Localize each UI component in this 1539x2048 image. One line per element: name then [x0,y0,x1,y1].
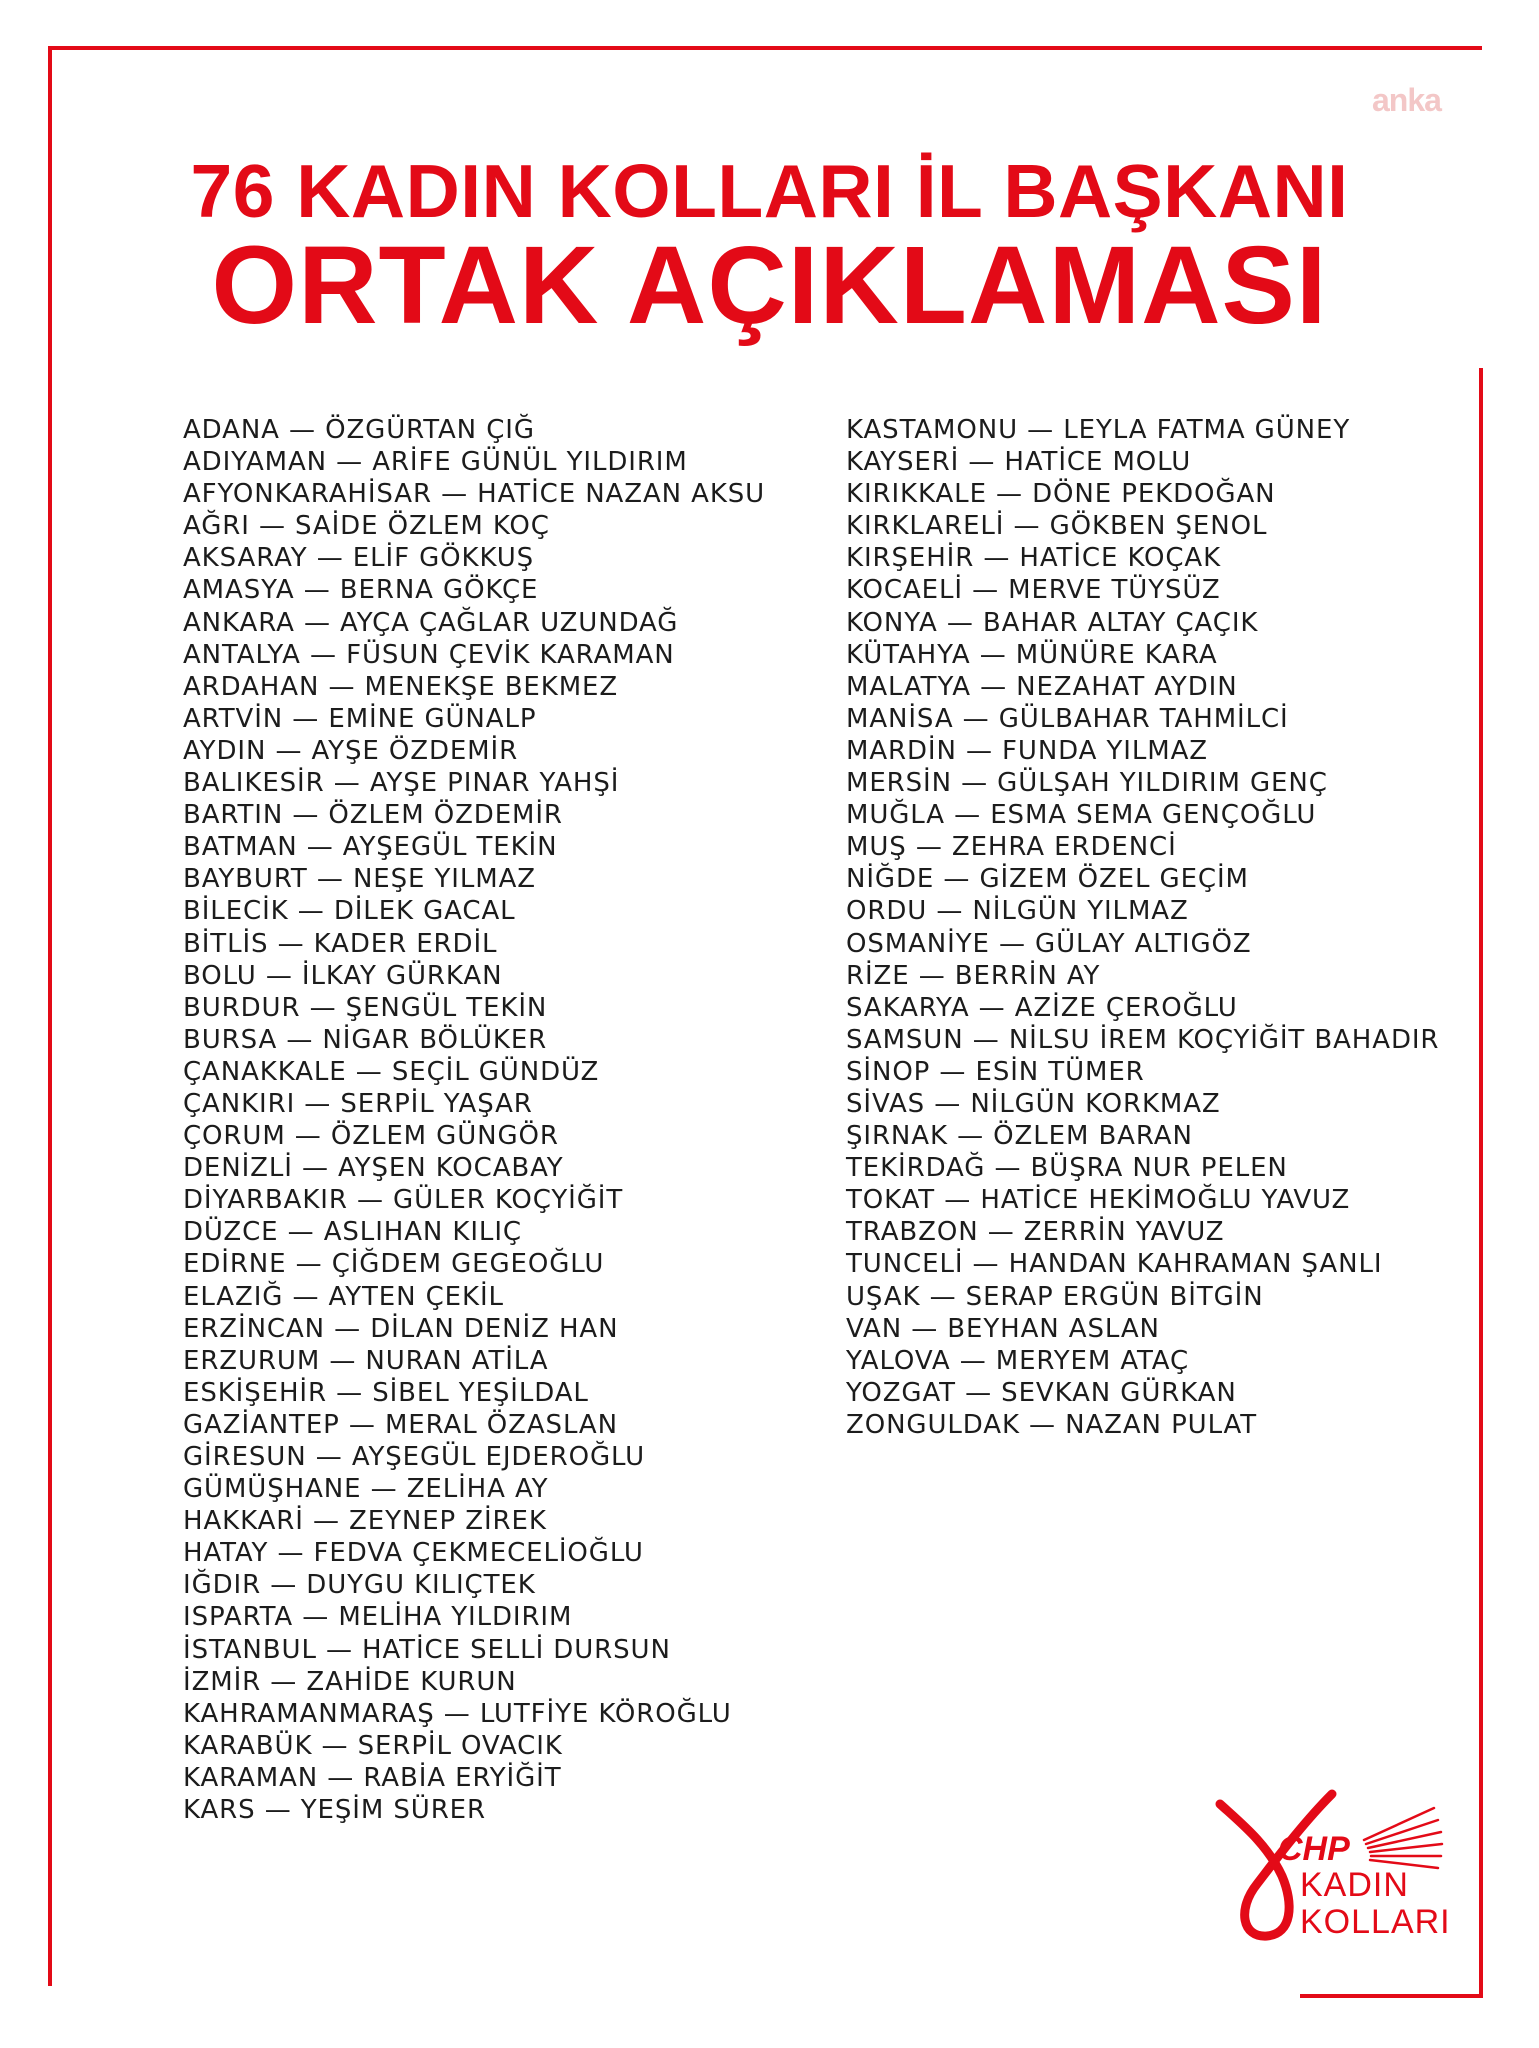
list-item: YOZGAT — SEVKAN GÜRKAN [846,1377,1237,1408]
sun-rays-icon [1364,1808,1442,1868]
right-column-list [846,414,1439,1441]
logo-line-1: KADIN [1300,1866,1409,1904]
list-item: DÜZCE — ASLIHAN KILIÇ [183,1217,522,1248]
title-line-1: 76 KADIN KOLLARI İL BAŞKANI [190,149,1349,233]
logo-brand-text: CHP [1278,1830,1350,1868]
list-item: BİLECİK — DİLEK GACAL [183,896,516,927]
list-item: ISPARTA — MELİHA YILDIRIM [183,1602,573,1633]
list-item: MARDİN — FUNDA YILMAZ [846,735,1208,766]
list-item: HATAY — FEDVA ÇEKMECELİOĞLU [183,1538,644,1569]
list-item: ŞIRNAK — ÖZLEM BARAN [846,1121,1193,1152]
list-item: KONYA — BAHAR ALTAY ÇAÇIK [846,607,1259,638]
list-item: AKSARAY — ELİF GÖKKUŞ [183,543,535,574]
list-item: MUĞLA — ESMA SEMA GENÇOĞLU [846,800,1317,831]
list-item: GİRESUN — AYŞEGÜL EJDEROĞLU [183,1442,646,1472]
list-item: NİĞDE — GİZEM ÖZEL GEÇİM [846,864,1249,895]
list-item: BAYBURT — NEŞE YILMAZ [183,864,536,895]
list-item: TEKİRDAĞ — BÜŞRA NUR PELEN [846,1153,1288,1184]
list-item: GÜMÜŞHANE — ZELİHA AY [183,1474,549,1505]
list-item: AĞRI — SAİDE ÖZLEM KOÇ [183,511,550,542]
list-item: TUNCELİ — HANDAN KAHRAMAN ŞANLI [846,1249,1383,1280]
list-item: SİVAS — NİLGÜN KORKMAZ [846,1088,1221,1119]
list-item: OSMANİYE — GÜLAY ALTIGÖZ [846,928,1252,959]
list-item: ANKARA — AYÇA ÇAĞLAR UZUNDAĞ [183,607,679,638]
list-item: ÇANKIRI — SERPİL YAŞAR [183,1088,533,1119]
list-item: GAZİANTEP — MERAL ÖZASLAN [183,1409,618,1440]
list-item: ERZURUM — NURAN ATİLA [183,1345,549,1376]
list-item: ZONGULDAK — NAZAN PULAT [846,1409,1258,1440]
list-item: BATMAN — AYŞEGÜL TEKİN [183,832,558,863]
list-item: TRABZON — ZERRİN YAVUZ [846,1217,1225,1248]
list-item: EDİRNE — ÇİĞDEM GEGEOĞLU [183,1249,605,1280]
list-item: ÇORUM — ÖZLEM GÜNGÖR [183,1121,559,1152]
frame-top-border [48,46,1482,50]
list-item: KÜTAHYA — MÜNÜRE KARA [846,639,1218,670]
list-item: ESKİŞEHİR — SİBEL YEŞİLDAL [183,1377,589,1408]
list-item: YALOVA — MERYEM ATAÇ [846,1345,1190,1376]
logo-line-2: KOLLARI [1300,1903,1451,1941]
list-item: ÇANAKKALE — SEÇİL GÜNDÜZ [183,1056,600,1087]
frame-bottom-border [1300,1994,1483,1998]
list-item: ADANA — ÖZGÜRTAN ÇIĞ [183,415,535,445]
list-item: KASTAMONU — LEYLA FATMA GÜNEY [846,415,1351,445]
list-item: İZMİR — ZAHİDE KURUN [183,1666,517,1697]
list-item: AMASYA — BERNA GÖKÇE [183,575,539,606]
list-item: UŞAK — SERAP ERGÜN BİTGİN [846,1281,1264,1312]
left-column-list [183,414,765,1826]
list-item: ARDAHAN — MENEKŞE BEKMEZ [183,671,619,702]
list-item: ELAZIĞ — AYTEN ÇEKİL [183,1281,504,1312]
list-item: KIRIKKALE — DÖNE PEKDOĞAN [846,479,1276,510]
list-item: BARTIN — ÖZLEM ÖZDEMİR [183,800,563,831]
list-item: KIRKLARELİ — GÖKBEN ŞENOL [846,511,1268,542]
list-item: MUŞ — ZEHRA ERDENCİ [846,832,1177,863]
list-item: MALATYA — NEZAHAT AYDIN [846,671,1238,702]
list-item: KOCAELİ — MERVE TÜYSÜZ [846,575,1221,606]
list-item: BURSA — NİGAR BÖLÜKER [183,1024,548,1055]
list-item: IĞDIR — DUYGU KILIÇTEK [183,1570,536,1601]
list-item: ADIYAMAN — ARİFE GÜNÜL YILDIRIM [183,447,688,478]
list-item: KAHRAMANMARAŞ — LUTFİYE KÖROĞLU [183,1698,732,1729]
list-item: ORDU — NİLGÜN YILMAZ [846,896,1189,927]
list-item: KIRŞEHİR — HATİCE KOÇAK [846,543,1222,574]
list-item: BURDUR — ŞENGÜL TEKİN [183,992,548,1023]
list-item: BİTLİS — KADER ERDİL [183,928,498,959]
list-item: HAKKARİ — ZEYNEP ZİREK [183,1506,547,1537]
list-item: İSTANBUL — HATİCE SELLİ DURSUN [183,1634,671,1665]
frame-right-border [1479,368,1483,1998]
list-item: AYDIN — AYŞE ÖZDEMİR [183,735,519,766]
list-item: ERZİNCAN — DİLAN DENİZ HAN [183,1313,619,1344]
watermark: anka [1372,82,1441,118]
list-item: ANTALYA — FÜSUN ÇEVİK KARAMAN [183,639,675,670]
list-item: TOKAT — HATİCE HEKİMOĞLU YAVUZ [846,1185,1351,1216]
list-item: KAYSERİ — HATİCE MOLU [846,447,1192,478]
list-item: SAKARYA — AZİZE ÇEROĞLU [846,992,1238,1023]
list-item: DENİZLİ — AYŞEN KOCABAY [183,1153,564,1184]
list-item: AFYONKARAHİSAR — HATİCE NAZAN AKSU [183,479,766,510]
list-item: SAMSUN — NİLSU İREM KOÇYİĞİT BAHADIR [846,1024,1440,1055]
list-item: KARAMAN — RABİA ERYİĞİT [183,1762,562,1793]
title-line-2: ORTAK AÇIKLAMASI [211,224,1328,347]
list-item: VAN — BEYHAN ASLAN [846,1313,1160,1344]
list-item: SİNOP — ESİN TÜMER [846,1056,1145,1087]
list-item: KARS — YEŞİM SÜRER [183,1795,486,1826]
list-item: BOLU — İLKAY GÜRKAN [183,960,503,991]
list-item: DİYARBAKIR — GÜLER KOÇYİĞİT [183,1185,624,1216]
list-item: MANİSA — GÜLBAHAR TAHMİLCİ [846,703,1289,734]
list-item: RİZE — BERRİN AY [846,960,1101,991]
list-item: KARABÜK — SERPİL OVACIK [183,1730,563,1761]
list-item: MERSİN — GÜLŞAH YILDIRIM GENÇ [846,768,1328,799]
list-item: ARTVİN — EMİNE GÜNALP [183,703,537,734]
list-item: BALIKESİR — AYŞE PINAR YAHŞİ [183,768,620,799]
